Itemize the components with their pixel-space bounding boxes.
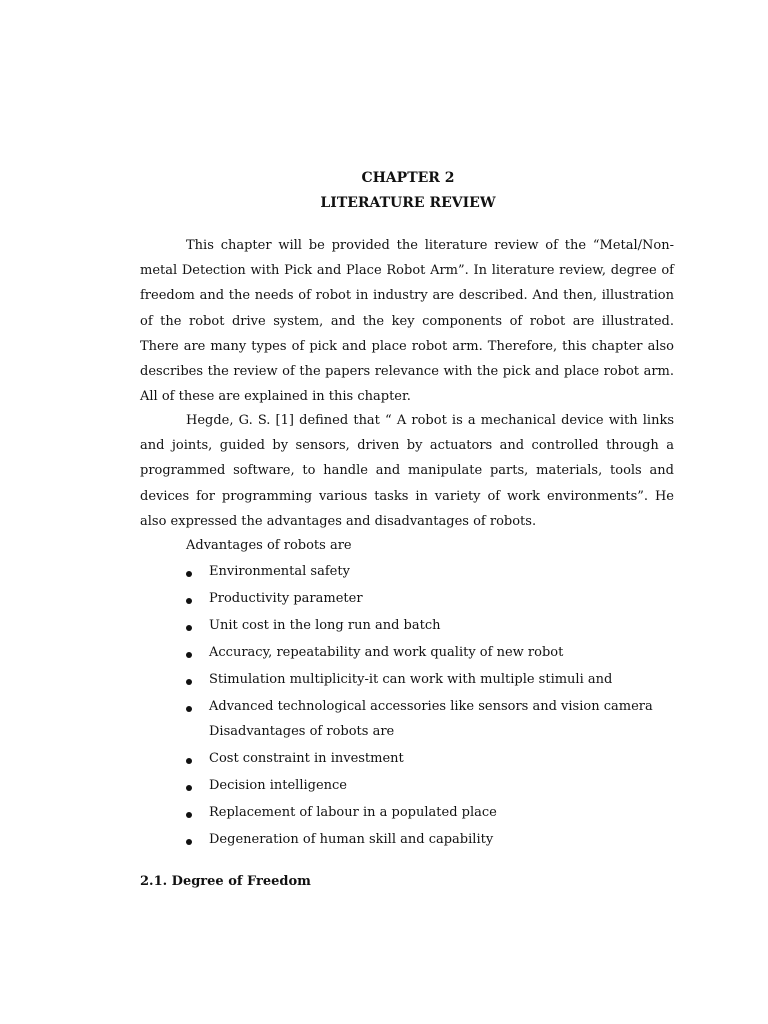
bullet-icon: [186, 812, 192, 818]
bullet-icon: [186, 839, 192, 845]
intro-paragraph: [140, 233, 674, 409]
bullet-icon: [186, 785, 192, 791]
bullet-icon: [186, 598, 192, 604]
advantage-text: Unit cost in the long run and batch: [209, 618, 441, 633]
definition-paragraph-text: Hegde, G. S. [1] defined that “ A robot is a mechanical device with links and joints, guided by sensors, driven by actuators and controlled through a programmed software, to handle and manipulate parts, materials, tools and devices for programming various tasks in variety of work environments”. He also expressed the advantages and disadvantages of robots.: [140, 413, 674, 529]
chapter-label: CHAPTER 2: [361, 170, 455, 186]
bullet-icon: [186, 652, 192, 658]
bullet-icon: [186, 679, 192, 685]
advantage-text: Accuracy, repeatability and work quality of new robot: [209, 645, 564, 660]
advantage-text: Stimulation multiplicity-it can work with multiple stimuli and: [209, 672, 613, 687]
disadvantage-text: Replacement of labour in a populated place: [209, 805, 497, 820]
advantage-text: Environmental safety: [209, 564, 350, 579]
definition-paragraph: [140, 408, 674, 534]
advantage-text: Productivity parameter: [209, 591, 363, 606]
bullet-icon: [186, 758, 192, 764]
bullet-icon: [186, 571, 192, 577]
intro-paragraph-text: This chapter will be provided the literature review of the “Metal/Non-metal Detection with Pick and Place Robot Arm”. In literature review, degree of freedom and the needs of robot in industry are described. And then, illustration of the robot drive system, and the key components of robot are illustrated. There are many types of pick and place robot arm. Therefore, this chapter also describes the review of the papers relevance with the pick and place robot arm. All of these are explained in this chapter.: [140, 238, 674, 405]
chapter-title: LITERATURE REVIEW: [320, 195, 496, 211]
section-heading: 2.1. Degree of Freedom: [140, 874, 311, 889]
disadvantage-text: Degeneration of human skill and capability: [209, 832, 494, 847]
advantages-label: Advantages of robots are: [186, 538, 352, 553]
disadvantage-text: Cost constraint in investment: [209, 751, 404, 766]
bullet-icon: [186, 625, 192, 631]
advantage-text: Advanced technological accessories like sensors and vision camera: [209, 699, 653, 714]
disadvantages-label: Disadvantages of robots are: [209, 724, 395, 739]
disadvantage-text: Decision intelligence: [209, 778, 347, 793]
bullet-icon: [186, 706, 192, 712]
